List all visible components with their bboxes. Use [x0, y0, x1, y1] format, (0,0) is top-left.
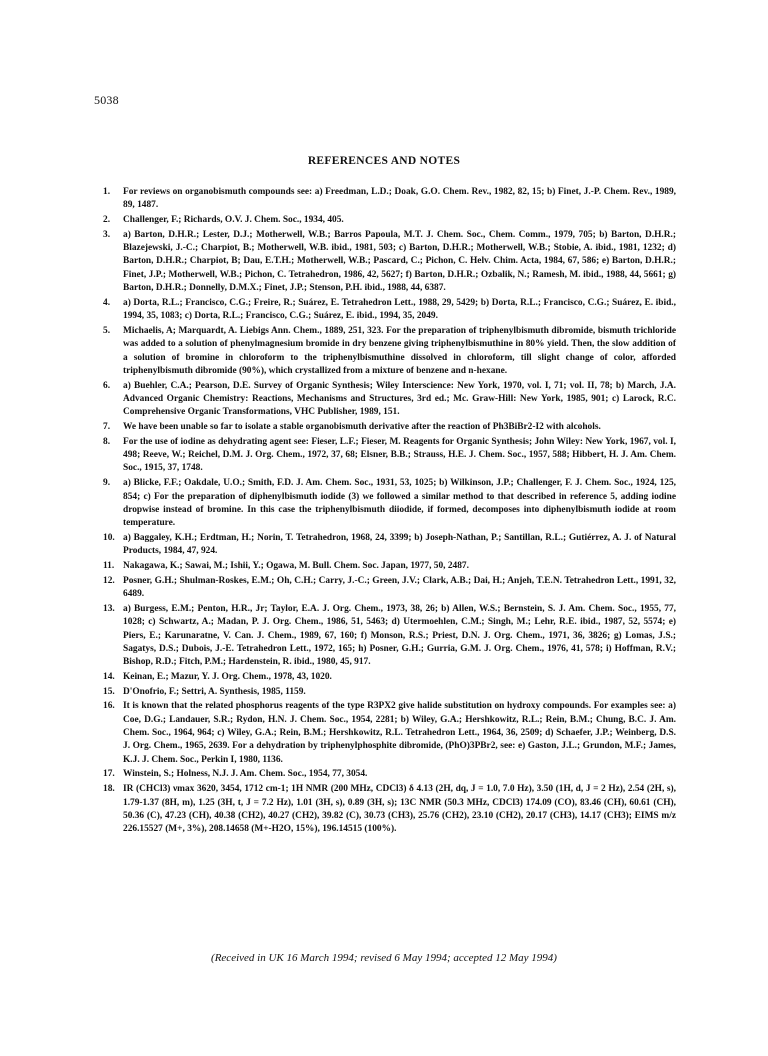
reference-item [103, 477, 676, 530]
reference-text: Posner, G.H.; Shulman-Roskes, E.M.; Oh, C.H.; Carry, J.-C.; Green, J.V.; Clark, A.B.; Dai, H.; Anjeh, T.E.N. Tetrahedron Lett., 1991, 32, 6489. [123, 575, 676, 600]
reference-number: 15. [103, 686, 115, 697]
reference-text: a) Burgess, E.M.; Penton, H.R., Jr; Taylor, E.A. J. Org. Chem., 1973, 38, 26; b) Allen, W.S.; Bernstein, S. J. Am. Chem. Soc., 1955, 77, 1028; c) Schwartz, A.; Madan, P. J. Org. Chem., 1986, 51, 5463; d) Utermoehlen, C.M.; Singh, M.; Lehr, R.E. ibid., 1987, 52, 5574; e) Piers, E.; Karunaratne, V. Can. J. Chem., 1989, 67, 160; f) Monson, R.S.; Priest, D.N. J. Org. Chem., 1971, 36, 3826; g) Lomas, J.S.; Sagatys, D.S.; Dubois, J.-E. Tetrahedron Lett., 1972, 165; h) Posner, G.H.; Gurria, G.M. J. Org. Chem., 1976, 41, 578; i) Hoffman, R.V.; Bishop, R.D.; Fitch, P.M.; Hardenstein, R. ibid., 1980, 45, 917. [123, 603, 676, 668]
reference-item [103, 186, 676, 213]
reference-item [103, 532, 676, 559]
reference-text: Michaelis, A; Marquardt, A. Liebigs Ann. Chem., 1889, 251, 323. For the preparation of triphenylbismuth dibromide, bismuth trichloride was added to a solution of phenylmagnesium bromide in dry benzene giving triphenylbismuthine in 80% yield. Then, the slow addition of a solution of bromine in chloroform to the triphenylbismuthine dissolved in chloroform, till slight change of color, afforded triphenylbismuth dibromide (90%), which crystallized from a mixture of benzene and n-hexane. [123, 325, 676, 376]
reference-number: 1. [103, 187, 111, 197]
page-number: 5038 [94, 93, 119, 107]
reference-item [103, 768, 676, 781]
reference-text: D'Onofrio, F.; Settri, A. Synthesis, 1985, 1159. [123, 686, 306, 697]
reference-text: For reviews on organobismuth compounds see: a) Freedman, L.D.; Doak, G.O. Chem. Rev., 1982, 82, 15; b) Finet, J.-P. Chem. Rev., 1989, 89, 1487. [123, 187, 676, 211]
reference-number: 2. [103, 215, 111, 226]
reference-item [103, 671, 676, 684]
reference-text: a) Blicke, F.F.; Oakdale, U.O.; Smith, F.D. J. Am. Chem. Soc., 1931, 53, 1025; b) Wilkinson, J.P.; Challenger, F. J. Chem. Soc., 1924, 125, 854; c) For the preparation of diphenylbismuth iodide (3) we followed a similar method to that described in reference 5, adding iodine dropwise instead of bromine. In this case the triphenylbismuth diiodide, if formed, decomposes into diphenylbismuth iodide at room temperature. [123, 478, 676, 529]
reference-text: a) Dorta, R.L.; Francisco, C.G.; Freire, R.; Suárez, E. Tetrahedron Lett., 1988, 29, 5429; b) Dorta, R.L.; Francisco, C.G.; Suárez, E. ibid., 1994, 35, 1083; c) Dorta, R.L.; Francisco, C.G.; Suárez, E. ibid., 1994, 35, 2049. [123, 297, 676, 322]
reference-number: 12. [103, 575, 115, 586]
reference-item [103, 325, 676, 378]
reference-number: 13. [103, 603, 115, 614]
reference-item [103, 421, 676, 434]
reference-number: 18. [103, 784, 115, 795]
reference-text: a) Barton, D.H.R.; Lester, D.J.; Motherwell, W.B.; Barros Papoula, M.T. J. Chem. Soc., Chem. Comm., 1979, 705; b) Barton, D.H.R.; Blazejewski, J.-C.; Charpiot, B.; Motherwell, W.B. ibid., 1981, 503; c) Barton, D.H.R.; Motherwell, W.B.; Stobie, A. ibid., 1981, 1232; d) Barton, D.H.R.; Charpiot, B; Dau, E.T.H.; Motherwell, W.B.; Pascard, C.; Pichon, C. Helv. Chim. Acta, 1984, 67, 586; e) Barton, D.H.R.; Finet, J.P.; Motherwell, W.B.; Pichon, C. Tetrahedron, 1986, 42, 5627; f) Barton, D.H.R.; Ozbalik, N.; Ramesh, M. ibid., 1988, 44, 5661; g) Barton, D.H.R.; Donnelly, D.M.X.; Finet, J.P.; Stenson, P.H. ibid., 1988, 44, 6387. [123, 229, 676, 294]
reference-number: 4. [103, 297, 111, 308]
reference-text: a) Baggaley, K.H.; Erdtman, H.; Norin, T. Tetrahedron, 1968, 24, 3399; b) Joseph-Nathan, P.; Santillan, R.L.; Gutiérrez, A. J. of Natural Products, 1984, 47, 924. [123, 532, 676, 557]
section-heading: REFERENCES AND NOTES [307, 155, 461, 167]
reference-number: 8. [103, 436, 111, 447]
reference-text: For the use of iodine as dehydrating agent see: Fieser, L.F.; Fieser, M. Reagents for Organic Synthesis; John Wiley: New York, 1967, vol. I, 498; Reeve, W.; Reichel, D.M. J. Org. Chem., 1972, 37, 68; Elsner, B.B.; Strauss, H.E. J. Chem. Soc., 1957, 588; Hibbert, H. J. Am. Chem. Soc., 1915, 37, 1748. [123, 436, 676, 474]
reference-text: It is known that the related phosphorus reagents of the type R3PX2 give halide substitution on hydroxy compounds. For examples see: a) Coe, D.G.; Landauer, S.R.; Rydon, H.N. J. Chem. Soc., 1954, 2281; b) Wiley, G.A.; Hershkowitz, R.L.; Rein, B.M.; Chung, B.C. J. Am. Chem. Soc., 1964, 964; c) Wiley, G.A.; Rein, B.M.; Hershkowitz, R.L. Tetrahedron Lett., 1964, 36, 2509; d) Schaefer, J.P.; Weinberg, D.S. J. Org. Chem., 1965, 2639. For a dehydration by triphenylphosphite dibromide, (PhO)3PBr2, see: e) Gaston, J.L.; Grundon, M.F.; James, K.J. J. Chem. Soc., Perkin I, 1980, 1136. [123, 701, 676, 765]
reference-text: We have been unable so far to isolate a stable organobismuth derivative after the reaction of Ph3BiBr2-I2 with alcohols. [123, 422, 601, 433]
reference-text: Nakagawa, K.; Sawai, M.; Ishii, Y.; Ogawa, M. Bull. Chem. Soc. Japan, 1977, 50, 2487. [123, 561, 469, 572]
reference-number: 17. [103, 769, 115, 780]
reference-item [103, 380, 676, 420]
received-dates: (Received in UK 16 March 1994; revised 6 May 1994; accepted 12 May 1994) [211, 952, 557, 964]
reference-text: Winstein, S.; Holness, N.J. J. Am. Chem. Soc., 1954, 77, 3054. [123, 769, 368, 780]
reference-number: 3. [103, 229, 111, 240]
reference-number: 10. [103, 532, 115, 543]
reference-item [103, 297, 676, 324]
reference-item [103, 436, 676, 476]
reference-text: a) Buehler, C.A.; Pearson, D.E. Survey of Organic Synthesis; Wiley Interscience: New York, 1970, vol. I, 71; vol. II, 78; b) March, J.A. Advanced Organic Chemistry: Reactions, Mechanisms and Structures, 3rd ed.; Mc. Graw-Hill: New York, 1985, 901; c) Larock, R.C. Comprehensive Organic Transformations, VHC Publisher, 1989, 151. [123, 380, 676, 418]
reference-item [103, 700, 676, 766]
reference-text: Challenger, F.; Richards, O.V. J. Chem. Soc., 1934, 405. [123, 215, 344, 226]
reference-list [103, 186, 676, 838]
reference-item [103, 686, 676, 699]
reference-item [103, 229, 676, 295]
reference-item [103, 214, 676, 227]
reference-number: 9. [103, 478, 111, 489]
reference-number: 11. [103, 561, 115, 572]
reference-number: 7. [103, 422, 111, 433]
reference-number: 6. [103, 380, 111, 391]
reference-number: 5. [103, 325, 111, 336]
reference-text: Keinan, E.; Mazur, Y. J. Org. Chem., 1978, 43, 1020. [123, 671, 332, 682]
reference-item [103, 783, 676, 836]
reference-number: 14. [103, 671, 115, 682]
reference-item [103, 603, 676, 669]
reference-item [103, 560, 676, 573]
reference-item [103, 575, 676, 602]
reference-text: IR (CHCl3) νmax 3620, 3454, 1712 cm-1; 1H NMR (200 MHz, CDCl3) δ 4.13 (2H, dq, J = 1.0, 7.0 Hz), 3.50 (1H, d, J = 2 Hz), 2.54 (2H, s), 1.79-1.37 (8H, m), 1.25 (3H, t, J = 7.2 Hz), 1.01 (3H, s), 0.89 (3H, s); 13C NMR (50.3 MHz, CDCl3) 174.09 (CO), 83.46 (CH), 60.61 (CH), 50.36 (C), 47.23 (CH), 40.38 (CH2), 40.27 (CH2), 39.82 (C), 30.73 (CH3), 25.76 (CH2), 23.10 (CH2), 20.17 (CH3), 14.17 (CH3); EIMS m/z 226.15527 (M+, 3%), 208.14658 (M+-H2O, 15%), 196.14515 (100%). [123, 784, 676, 835]
reference-number: 16. [103, 701, 115, 712]
